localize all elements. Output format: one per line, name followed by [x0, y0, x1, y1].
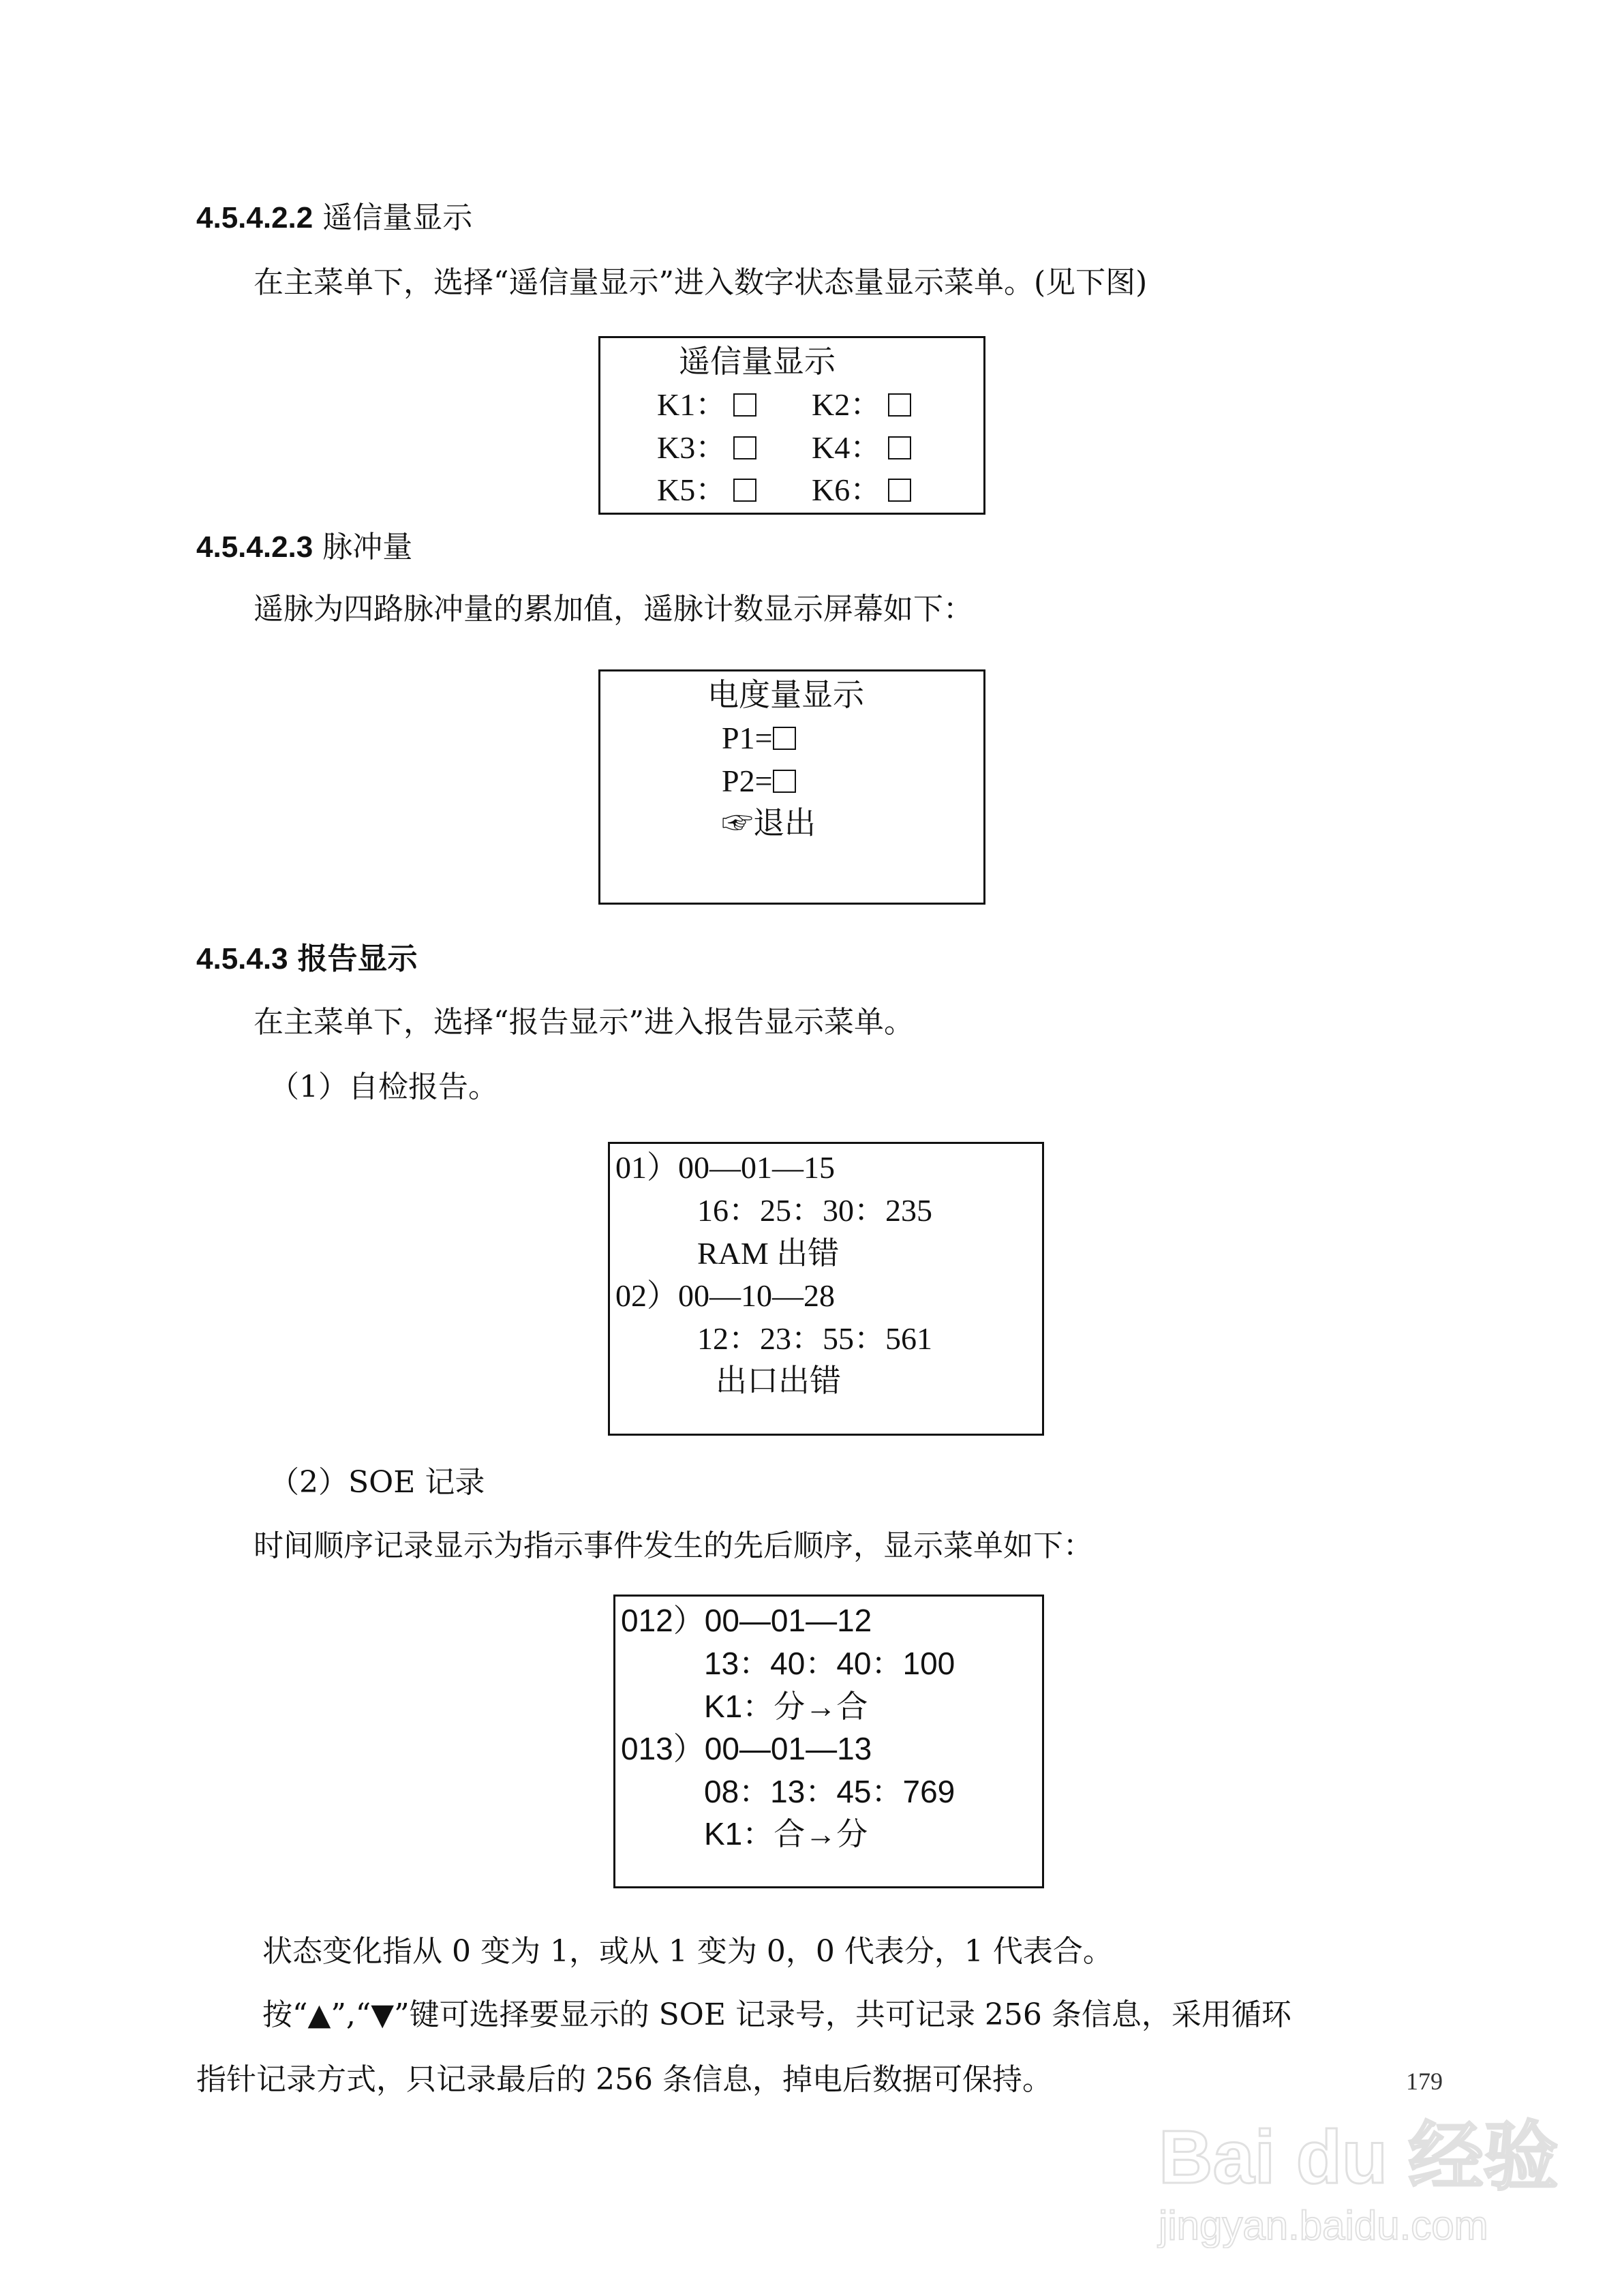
p1-item: P1= — [722, 723, 796, 754]
section-heading-4-5-4-2-3: 4.5.4.2.3 脉冲量 — [196, 530, 413, 564]
list-item-self-check: （1）自检报告。 — [269, 1070, 498, 1104]
paragraph: 遥脉为四路脉冲量的累加值，遥脉计数显示屏幕如下： — [254, 592, 973, 626]
section-title: 遥信量显示 — [322, 200, 473, 235]
paragraph: 时间顺序记录显示为指示事件发生的先后顺序，显示菜单如下： — [254, 1528, 1093, 1563]
screen-title: 电度量显示 — [707, 678, 864, 712]
k2-item: K2： — [812, 389, 911, 421]
record-message: 出口出错 — [716, 1363, 841, 1398]
record-date: 01）00—01—15 — [615, 1150, 835, 1185]
k5-item: K5： — [657, 474, 756, 506]
k6-item: K6： — [812, 474, 911, 506]
record-event: K1：合→分 — [704, 1816, 868, 1852]
record-time: 13：40：40：100 — [704, 1646, 955, 1681]
k4-item: K4： — [812, 432, 911, 464]
record-date: 013）00—01—13 — [621, 1731, 872, 1766]
baidu-jingyan-watermark — [1159, 2052, 1559, 2256]
note-paragraph: 按“▲”,“▼”键可选择要显示的 SOE 记录号，共可记录 256 条信息，采用循环 — [262, 1997, 1291, 2032]
record-date: 012）00—01—12 — [621, 1603, 872, 1638]
exit-item: ☞退出 — [722, 806, 816, 841]
record-event: K1：分→合 — [704, 1689, 868, 1724]
record-time: 12：23：55：561 — [697, 1321, 932, 1356]
section-heading-4-5-4-3: 4.5.4.3 报告显示 — [196, 942, 418, 976]
record-time: 08：13：45：769 — [704, 1774, 955, 1809]
energy-screen — [598, 669, 985, 905]
note-paragraph: 指针记录方式，只记录最后的 256 条信息，掉电后数据可保持。 — [196, 2062, 1052, 2097]
record-message: RAM 出错 — [697, 1236, 840, 1271]
remote-signal-screen — [598, 336, 985, 515]
list-item-soe: （2）SOE 记录 — [269, 1465, 485, 1500]
soe-record-screen — [613, 1595, 1044, 1888]
p2-item: P2= — [722, 766, 796, 797]
screen-title: 遥信量显示 — [679, 344, 836, 379]
record-time: 16：25：30：235 — [697, 1193, 932, 1228]
self-check-report-screen — [608, 1142, 1044, 1436]
note-paragraph: 状态变化指从 0 变为 1，或从 1 变为 0，0 代表分，1 代表合。 — [262, 1934, 1113, 1969]
k3-item: K3： — [657, 432, 756, 464]
paragraph: 在主菜单下，选择“报告显示”进入报告显示菜单。 — [254, 1005, 914, 1040]
watermark-url: jingyan.baidu.com — [1159, 2203, 1488, 2248]
section-heading-4-5-4-2-2 — [196, 200, 473, 235]
paragraph: 在主菜单下，选择“遥信量显示”进入数字状态量显示菜单。(见下图) — [254, 265, 1148, 300]
record-date: 02）00—10—28 — [615, 1278, 835, 1313]
k1-item: K1： — [657, 389, 756, 421]
section-number: 4.5.4.2.2 — [196, 201, 313, 235]
watermark-logo: Bai du 经验 — [1159, 2115, 1559, 2199]
page-number: 179 — [1406, 2068, 1443, 2095]
